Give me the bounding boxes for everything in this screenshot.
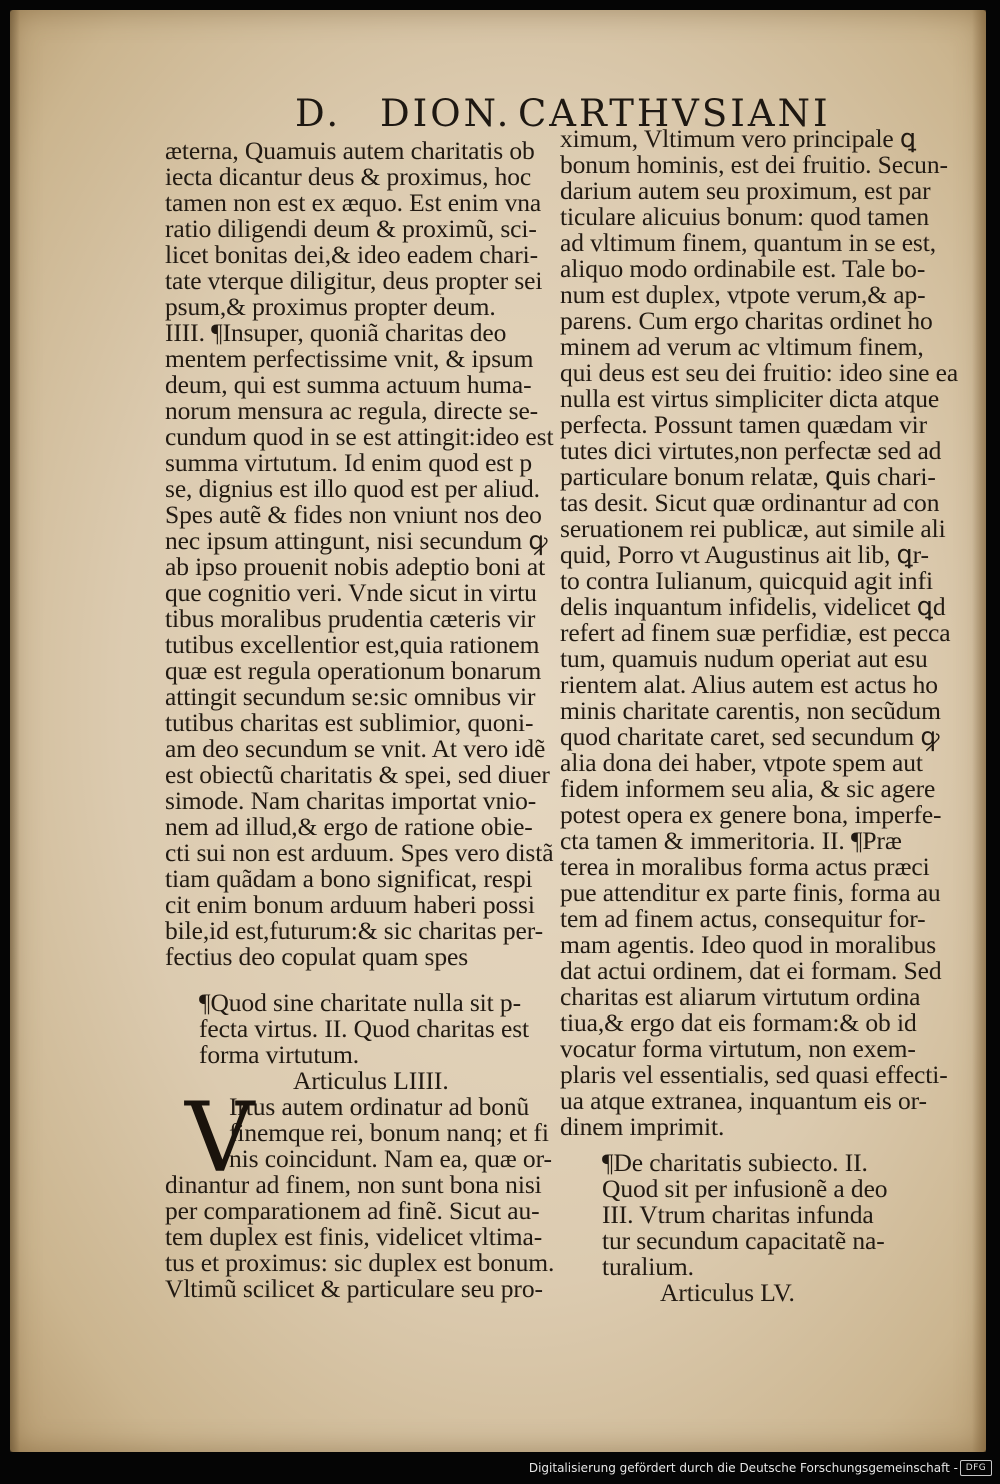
text-line: per comparationem ad finẽ. Sicut au- [165,1196,540,1225]
text-line: IIII. ¶Insuper, quoniã charitas deo [165,318,507,347]
text-line: particulare bonum relatæ, ꝗuis chari- [560,462,936,491]
text-line: tutibus excellentior est,quia rationem [165,630,540,659]
text-line: aliquo modo ordinabile est. Tale bo- [560,254,926,283]
text-line: tus et proximus: sic duplex est bonum. [165,1248,555,1277]
text-line: attingit secundum se:sic omnibus vir [165,682,536,711]
text-line: tem ad finem actus, consequitur for- [560,904,926,933]
text-line: cti sui non est arduum. Spes vero distã [165,838,554,867]
text-column-left [165,138,555,1302]
text-line: num est duplex, vtpote verum,& ap- [560,280,926,309]
dfg-logo: DFG [960,1460,992,1476]
summary-line: fecta virtus. II. Quod charitas est [199,1014,530,1043]
text-line: quid, Porro vt Augustinus ait lib, ꝗr- [560,540,929,569]
drop-capital: V [185,1082,255,1194]
chapter-summary-right [560,1150,932,1280]
text-line: ximum, Vltimum vero principale ꝗ [560,124,917,153]
summary-line: tur secundum capacitatẽ na- [602,1226,885,1255]
summary-line: Quod sit per infusionẽ a deo [602,1174,888,1203]
text-line: parens. Cum ergo charitas ordinet ho [560,306,933,335]
text-line: ad vltimum finem, quantum in se est, [560,228,937,257]
text-line: bile,id est,futurum:& sic charitas per- [165,916,543,945]
text-line: æterna, Quamuis autem charitatis ob [165,136,535,165]
text-line: norum mensura ac regula, directe se- [165,396,539,425]
summary-line: turalium. [602,1252,694,1281]
text-line: tem duplex est finis, videlicet vltima- [165,1222,543,1251]
summary-line: III. Vtrum charitas infunda [602,1200,874,1229]
text-line: tibus moralibus prudentia cæteris vir [165,604,536,633]
text-line: que cognitio veri. Vnde sicut in virtu [165,578,537,607]
text-line: cit enim bonum arduum haberi possi [165,890,535,919]
text-line: seruationem rei publicæ, aut simile ali [560,514,946,543]
footer-bar [0,1452,1000,1484]
text-line: simode. Nam charitas importat vnio- [165,786,537,815]
article-title-left: Articulus LIIII. [293,1066,449,1095]
summary-line: ¶Quod sine charitate nulla sit p- [199,988,521,1017]
text-column-right [560,124,959,1307]
text-line: alia dona dei haber, vtpote spem aut [560,748,923,777]
text-line: ua atque extranea, inquantum eis or- [560,1086,927,1115]
text-line: terea in moralibus forma actus præci [560,852,930,881]
summary-line: ¶De charitatis subiecto. II. [602,1148,868,1177]
text-line: Irtus autem ordinatur ad bonũ [229,1092,530,1121]
text-line: pue attenditur ex parte finis, forma au [560,878,941,907]
text-line: mentem perfectissime vnit, & ipsum [165,344,534,373]
text-line: nec ipsum attingunt, nisi secundum ꝙ [165,526,548,555]
page-gutter-shadow [10,10,20,1452]
text-line: mam agentis. Ideo quod in moralibus [560,930,937,959]
text-line: refert ad finem suæ perfidiæ, est pecca [560,618,951,647]
text-line: ratio diligendi deum & proximũ, sci- [165,214,537,243]
right-column-body [560,124,959,1141]
text-line: nis coincidunt. Nam ea, quæ or- [229,1144,552,1173]
text-line: tutibus charitas est sublimior, quoni- [165,708,534,737]
text-line: tum, quamuis nudum operiat aut esu [560,644,928,673]
text-line: plaris vel essentialis, sed quasi effecti- [560,1060,948,1089]
text-line: dinantur ad finem, non sunt bona nisi [165,1170,542,1199]
text-line: bonum hominis, est dei fruitio. Secun- [560,150,948,179]
text-line: nem ad illud,& ergo de ratione obie- [165,812,533,841]
text-line: potest opera ex genere bona, imperfe- [560,800,942,829]
text-line: finemque rei, bonum nanq; et fi [229,1118,549,1147]
text-line: quod charitate caret, sed secundum ꝙ [560,722,940,751]
text-line: iecta dicantur deus & proximus, hoc [165,162,532,191]
text-line: fidem informem seu alia, & sic agere [560,774,936,803]
left-column-body [165,138,555,970]
text-line: perfecta. Possunt tamen quædam vir [560,410,927,439]
page-edge-shadow [972,10,986,1452]
text-line: tiam quãdam a bono significat, respi [165,864,533,893]
text-line: licet bonitas dei,& ideo eadem chari- [165,240,538,269]
text-line: se, dignius est illo quod est per aliud. [165,474,540,503]
text-line: dinem imprimit. [560,1112,725,1141]
text-line: delis inquantum infidelis, videlicet ꝗd [560,592,946,621]
text-line: deum, qui est summa actuum huma- [165,370,532,399]
summary-line: forma virtutum. [199,1040,359,1069]
text-line: to contra Iulianum, quicquid agit infi [560,566,933,595]
chapter-summary-left [165,990,555,1068]
text-line: tutes dici virtutes,non perfectæ sed ad [560,436,942,465]
text-line: ticulare alicuius bonum: quod tamen [560,202,929,231]
text-line: qui deus est seu dei fruitio: ideo sine ea [560,358,959,387]
text-line: Spes autẽ & fides non vniunt nos deo [165,500,542,529]
running-head-right: CARTHVSIANI [518,92,831,135]
text-line: quæ est regula operationum bonarum [165,656,542,685]
funding-note: Digitalisierung gefördert durch die Deutsche Forschungsgemeinschaft - [528,1461,958,1475]
text-line: tate vterque diligitur, deus propter sei [165,266,543,295]
text-line: psum,& proximus propter deum. [165,292,496,321]
text-line: ab ipso prouenit nobis adeptio boni at [165,552,546,581]
text-line: tamen non est ex æquo. Est enim vna [165,188,542,217]
text-line: Vltimũ scilicet & particulare seu pro- [165,1274,543,1303]
text-line: cundum quod in se est attingit:ideo est [165,422,554,451]
text-line: nulla est virtus simpliciter dicta atque [560,384,940,413]
text-line: fectius deo copulat quam spes [165,942,469,971]
running-head-middle: DION. [380,92,512,135]
text-line: dat actui ordinem, dat ei formam. Sed [560,956,942,985]
text-line: darium autem seu proximum, est par [560,176,931,205]
running-head-left: D. [295,92,342,135]
article-body-left [165,1082,555,1303]
text-line: charitas est aliarum virtutum ordina [560,982,921,1011]
text-line: est obiectũ charitatis & spei, sed diuer [165,760,550,789]
text-line: tas desit. Sicut quæ ordinantur ad con [560,488,940,517]
text-line: rientem alat. Alius autem est actus ho [560,670,938,699]
text-line: tiua,& ergo dat eis formam:& ob id [560,1008,917,1037]
text-line: summa virtutum. Id enim quod est p [165,448,533,477]
text-line: minis charitate carentis, non secũdum [560,696,941,725]
text-line: minem ad verum ac vltimum finem, [560,332,924,361]
text-line: vocatur forma virtutum, non exem- [560,1034,916,1063]
text-line: am deo secundum se vnit. At vero idẽ [165,734,546,763]
text-line: cta tamen & immeritoria. II. ¶Præ [560,826,902,855]
article-title-right: Articulus LV. [660,1278,795,1307]
